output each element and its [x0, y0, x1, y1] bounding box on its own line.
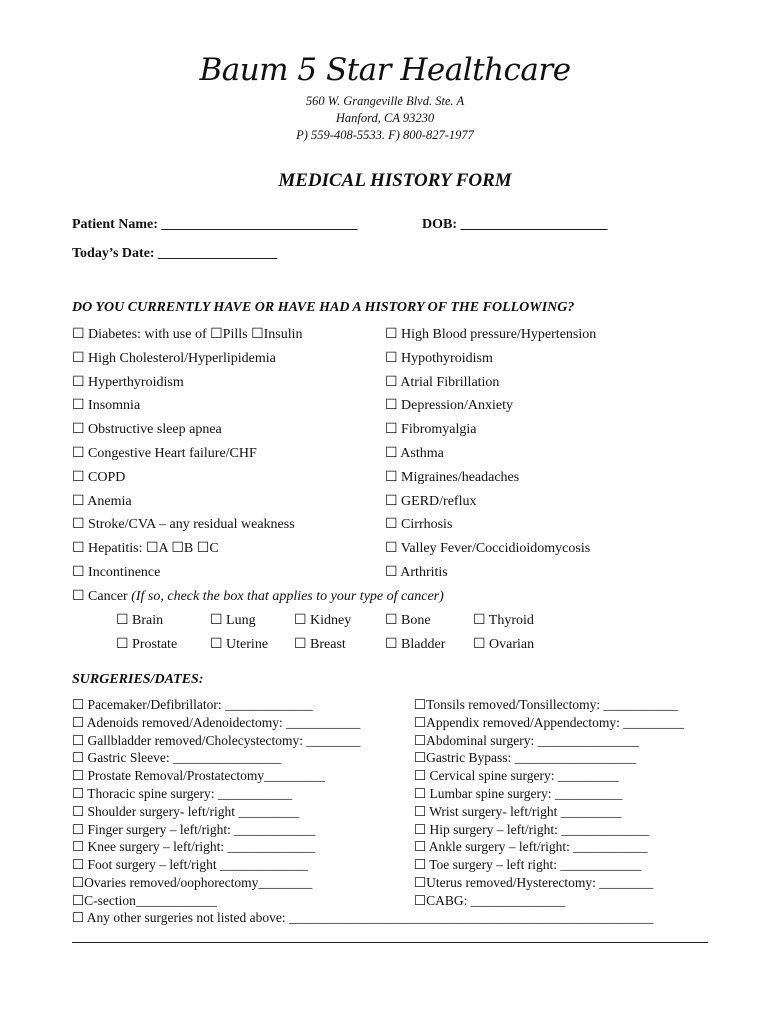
- surgery-item[interactable]: ☐ Knee surgery – left/right: _____________: [72, 839, 316, 855]
- surgery-item[interactable]: ☐ Ankle surgery – left/right: ___________: [414, 839, 648, 855]
- surgery-item[interactable]: ☐Abdominal surgery: _______________: [414, 732, 639, 748]
- surgery-item[interactable]: ☐ Finger surgery – left/right: ____________: [72, 821, 316, 837]
- condition-item[interactable]: ☐ Obstructive sleep apnea: [72, 422, 222, 438]
- cancer-type-checkbox[interactable]: ☐ Prostate: [116, 636, 178, 652]
- cancer-type-checkbox[interactable]: ☐ Bladder: [385, 636, 446, 652]
- cancer-type-checkbox[interactable]: ☐ Brain: [116, 613, 164, 628]
- cancer-type-checkbox[interactable]: ☐ Lung: [210, 613, 256, 628]
- cancer-type-checkbox[interactable]: ☐ Thyroid: [473, 613, 534, 628]
- surgery-item[interactable]: ☐ Adenoids removed/Adenoidectomy: ___________: [72, 714, 361, 730]
- surgery-item[interactable]: ☐ Lumbar spine surgery: __________: [414, 786, 623, 801]
- surgeries-heading: SURGERIES/DATES:: [72, 672, 204, 687]
- condition-item[interactable]: ☐ Congestive Heart failure/CHF: [72, 446, 257, 461]
- condition-item[interactable]: ☐ Incontinence: [72, 565, 161, 580]
- cancer-label: ☐ Cancer: [72, 589, 132, 604]
- address-line-1: 560 W. Grangeville Blvd. Ste. A: [305, 94, 465, 108]
- condition-item[interactable]: ☐ Cirrhosis: [385, 517, 453, 533]
- surgery-item[interactable]: ☐ Gastric Sleeve: ________________: [72, 750, 281, 766]
- cancer-type-checkbox[interactable]: ☐ Kidney: [294, 613, 352, 628]
- surgery-item[interactable]: ☐ Wrist surgery- left/right _________: [414, 803, 622, 819]
- cancer-type-checkbox[interactable]: ☐ Breast: [294, 636, 346, 652]
- condition-item[interactable]: ☐ Hypothyroidism: [385, 350, 493, 366]
- surgery-item[interactable]: ☐Gastric Bypass: __________________: [414, 750, 637, 766]
- surgery-item[interactable]: ☐ Shoulder surgery- left/right _________: [72, 803, 300, 819]
- cancer-type-checkbox[interactable]: ☐ Uterine: [210, 636, 269, 652]
- surgery-item[interactable]: ☐ Hip surgery – left/right: _____________: [414, 821, 649, 837]
- cancer-item[interactable]: [72, 588, 444, 605]
- history-heading: DO YOU CURRENTLY HAVE OR HAVE HAD A HISTORY OF THE FOLLOWING?: [72, 300, 575, 315]
- condition-item[interactable]: ☐ Fibromyalgia: [385, 422, 477, 438]
- cancer-type-checkbox[interactable]: ☐ Bone: [385, 613, 431, 628]
- surgery-item[interactable]: ☐Tonsils removed/Tonsillectomy: ___________: [414, 697, 678, 712]
- condition-item[interactable]: ☐ Insomnia: [72, 398, 141, 414]
- surgery-item[interactable]: ☐ Cervical spine surgery: _________: [414, 768, 619, 784]
- condition-item[interactable]: ☐ Hyperthyroidism: [72, 374, 184, 390]
- clinic-title: Baum 5 Star Healthcare: [199, 52, 571, 88]
- condition-item[interactable]: ☐ Diabetes: with use of ☐Pills ☐Insulin: [72, 327, 303, 342]
- condition-item[interactable]: ☐ Depression/Anxiety: [385, 398, 514, 414]
- surgery-item[interactable]: ☐Appendix removed/Appendectomy: _________: [414, 714, 685, 730]
- condition-item[interactable]: ☐ Asthma: [385, 446, 444, 461]
- dob-field[interactable]: DOB: _____________________: [422, 217, 608, 232]
- surgery-item[interactable]: ☐Uterus removed/Hysterectomy: ________: [414, 875, 654, 890]
- condition-item[interactable]: ☐ Stroke/CVA – any residual weakness: [72, 517, 295, 533]
- todays-date-field[interactable]: Today’s Date: _________________: [72, 246, 278, 261]
- blank-answer-line: [72, 942, 708, 943]
- condition-item[interactable]: ☐ Hepatitis: ☐A ☐B ☐C: [72, 541, 219, 557]
- surgery-item[interactable]: ☐ Gallbladder removed/Cholecystectomy: ________: [72, 732, 361, 748]
- surgery-item[interactable]: ☐ Pacemaker/Defibrillator: _____________: [72, 697, 313, 712]
- surgery-item[interactable]: ☐Ovaries removed/oophorectomy________: [72, 875, 313, 890]
- condition-item[interactable]: ☐ GERD/reflux: [385, 493, 477, 509]
- phone-fax-line: P) 559-408-5533. F) 800-827-1977: [296, 128, 474, 142]
- surgery-item[interactable]: ☐C-section____________: [72, 892, 217, 908]
- condition-item[interactable]: ☐ Anemia: [72, 493, 132, 509]
- surgery-item[interactable]: ☐CABG: ______________: [414, 892, 566, 908]
- surgery-item[interactable]: ☐ Foot surgery – left/right _____________: [72, 857, 308, 873]
- condition-item[interactable]: ☐ High Blood pressure/Hypertension: [385, 327, 597, 342]
- condition-item[interactable]: ☐ Migraines/headaches: [385, 469, 520, 485]
- patient-name-field[interactable]: Patient Name: ____________________________: [72, 217, 358, 232]
- condition-item[interactable]: ☐ Atrial Fibrillation: [385, 374, 500, 390]
- form-title: MEDICAL HISTORY FORM: [278, 170, 512, 191]
- condition-item[interactable]: ☐ Valley Fever/Coccidioidomycosis: [385, 541, 591, 557]
- condition-item[interactable]: ☐ Arthritis: [385, 565, 448, 580]
- condition-item[interactable]: ☐ High Cholesterol/Hyperlipidemia: [72, 350, 276, 366]
- address-line-2: Hanford, CA 93230: [335, 111, 435, 125]
- cancer-type-checkbox[interactable]: ☐ Ovarian: [473, 636, 535, 652]
- surgery-item[interactable]: ☐ Thoracic spine surgery: ___________: [72, 786, 293, 801]
- surgery-item[interactable]: ☐ Toe surgery – left right: ____________: [414, 857, 642, 873]
- surgery-item[interactable]: ☐ Prostate Removal/Prostatectomy_________: [72, 768, 325, 784]
- cancer-note: (If so, check the box that applies to your type of cancer): [131, 589, 444, 604]
- condition-item[interactable]: ☐ COPD: [72, 469, 126, 485]
- other-surgeries-field[interactable]: ☐ Any other surgeries not listed above: ______________________________________________________: [72, 910, 654, 925]
